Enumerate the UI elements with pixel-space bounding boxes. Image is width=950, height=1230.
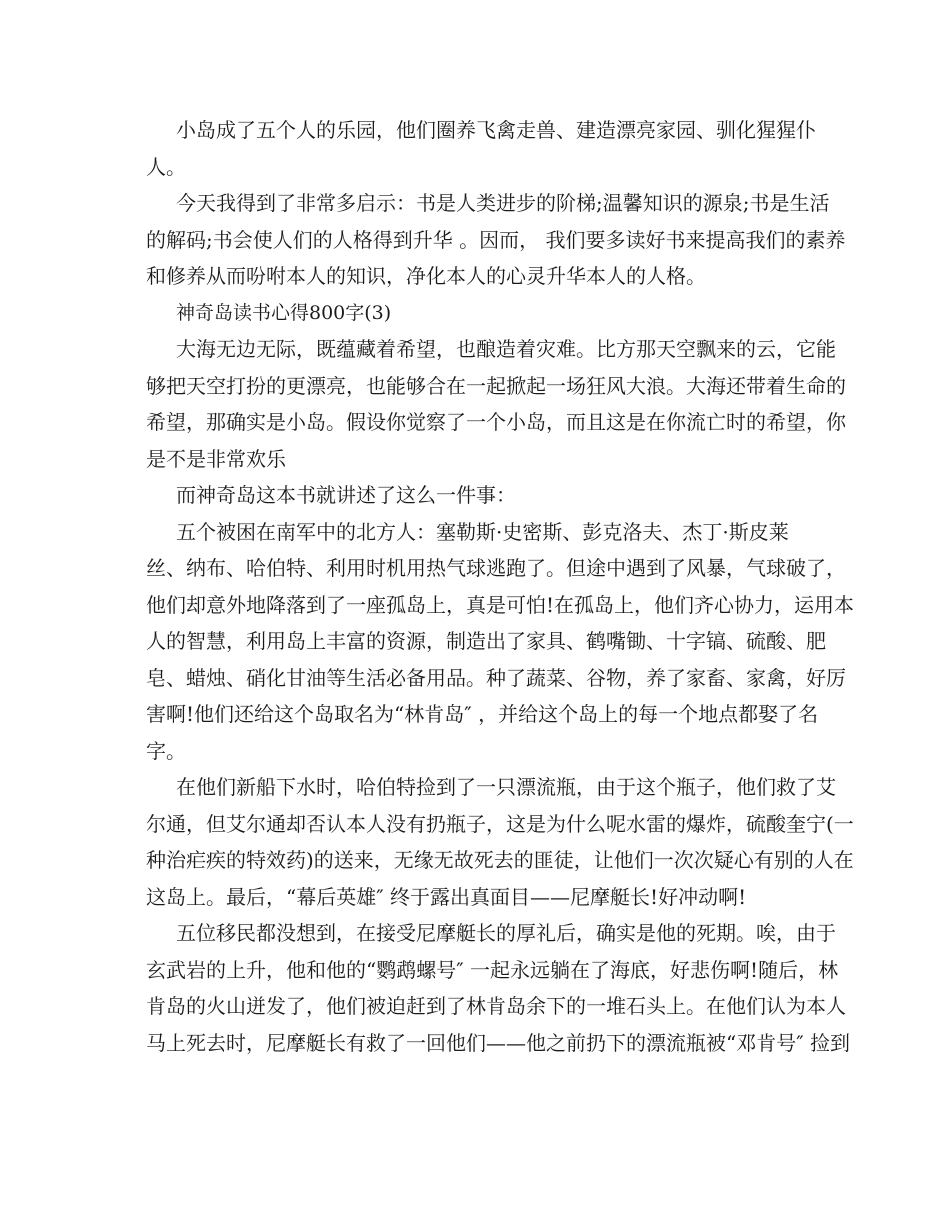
text-line: 够把天空打扮的更漂亮，也能够合在一起掀起一场狂风大浪。大海还带着生命的 [146, 373, 846, 398]
text-line: 字。 [146, 738, 186, 763]
text-line: 这岛上。最后，“幕后英雄″ 终于露出真面目——尼摩艇长!好冲动啊! [146, 884, 747, 909]
text-line: 五个被困在南军中的北方人：塞勒斯·史密斯、彭克洛夫、杰丁·斯皮莱 [176, 519, 789, 544]
text-line: 小岛成了五个人的乐园，他们圈养飞禽走兽、建造漂亮家园、驯化猩猩仆 [176, 118, 816, 142]
text-line: 他们却意外地降落到了一座孤岛上，真是可怕!在孤岛上，他们齐心协力，运用本 [146, 592, 855, 617]
text-line: 皂、蜡烛、硝化甘油等生活必备用品。种了蔬菜、谷物，养了家畜、家禽，好厉 [146, 665, 846, 690]
text-line: 五位移民都没想到，在接受尼摩艇长的厚礼后，确实是他的死期。唉，由于 [176, 921, 836, 945]
paragraph-captain-nemo [146, 915, 851, 1061]
text-line: 而神奇岛这本书就讲述了这么一件事： [176, 483, 516, 507]
paragraph-ocean-hope [146, 331, 846, 477]
paragraph-five-northerners [146, 514, 855, 770]
text-line: 今天我得到了非常多启示：书是人类进步的阶梯;温馨知识的源泉;书是生活 [176, 191, 830, 215]
text-line: 害啊!他们还给这个岛取名为“林肯岛″ ，并给这个岛上的每一个地点都娶了名 [146, 702, 819, 726]
text-line: 的解码;书会使人们的人格得到升华 。因而， 我们要多读好书来提高我们的素养 [146, 227, 846, 252]
text-line: 希望，那确实是小岛。假设你觉察了一个小岛，而且这是在你流亡时的希望，你 [146, 410, 846, 434]
section-heading-text: 神奇岛读书心得800字(3) [176, 301, 392, 324]
document-body [146, 112, 855, 1061]
text-line: 马上死去时，尼摩艇长有救了一回他们——他之前扔下的漂流瓶被“邓肯号″ 捡到 [146, 1030, 851, 1055]
text-line: 人。 [146, 154, 186, 179]
paragraph-book-intro [146, 477, 810, 514]
text-line: 肯岛的火山迸发了，他们被迫赶到了林肯岛余下的一堆石头上。在他们认为本人 [146, 994, 846, 1018]
text-line: 种治疟疾的特效药)的送来，无缘无故死去的匪徒，让他们一次次疑心有别的人在 [146, 848, 854, 872]
paragraph-drift-bottle [146, 769, 854, 915]
text-line: 在他们新船下水时，哈伯特捡到了一只漂流瓶，由于这个瓶子，他们救了艾 [176, 775, 836, 799]
text-line: 丝、纳布、哈伯特、利用时机用热气球逃跑了。但途中遇到了风暴，气球破了， [146, 556, 846, 580]
paragraph-island-paradise [146, 112, 816, 185]
text-line: 尔通，但艾尔通却否认本人没有扔瓶子，这是为什么呢水雷的爆炸，硫酸奎宁(一 [146, 811, 854, 836]
text-line: 人的智慧，利用岛上丰富的资源，制造出了家具、鹤嘴锄、十字镐、硫酸、肥 [146, 629, 826, 653]
section-heading [146, 295, 810, 332]
paragraph-inspiration [146, 185, 846, 295]
text-line: 大海无边无际，既蕴藏着希望，也酿造着灾难。比方那天空飘来的云，它能 [176, 337, 836, 361]
text-line: 玄武岩的上升，他和他的“鹦鹉螺号″ 一起永远躺在了海底，好悲伤啊!随后，林 [146, 957, 839, 982]
text-line: 和修养从而吩咐本人的知识，净化本人的心灵升华本人的人格。 [146, 264, 706, 288]
text-line: 是不是非常欢乐 [146, 446, 286, 471]
